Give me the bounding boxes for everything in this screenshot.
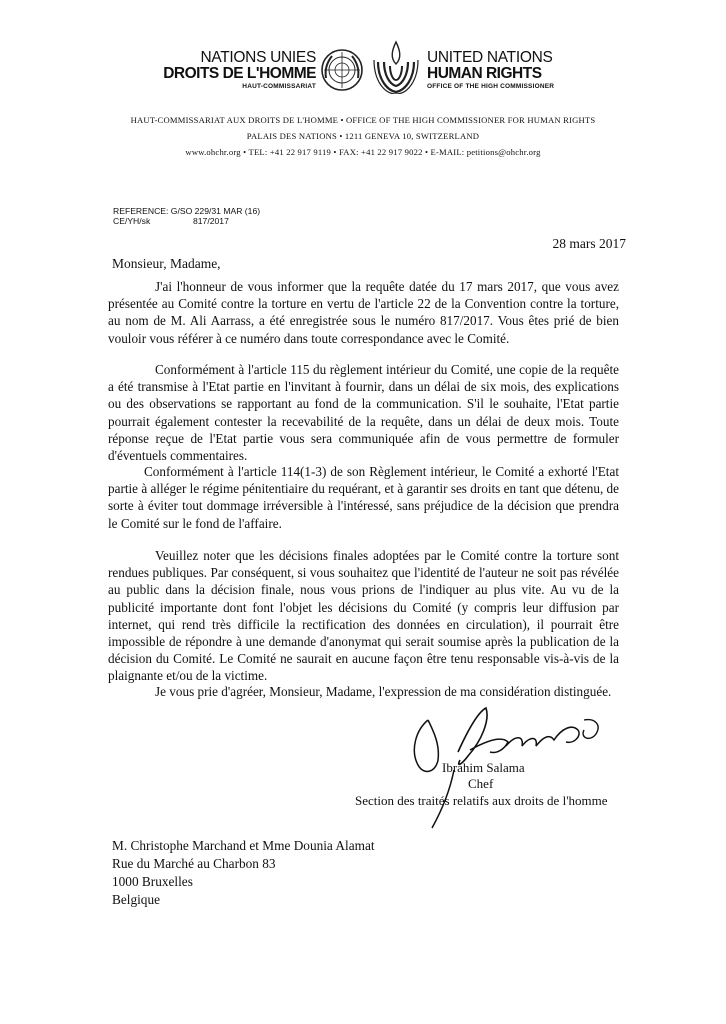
salutation: Monsieur, Madame, — [112, 256, 221, 271]
letterhead-right-sub: HUMAN RIGHTS — [427, 64, 542, 82]
address-country: Belgique — [112, 892, 161, 907]
letterhead-left-sub2: HAUT-COMMISSARIAT — [242, 83, 316, 90]
letterhead-contact-line: www.ohchr.org • TEL: +41 22 917 9119 • FAX: +41 22 917 9022 • E-MAIL: petitions@ohchr.org — [185, 147, 541, 157]
signatory-name: Ibrahim Salama — [442, 760, 525, 775]
paragraph-text: Je vous prie d'agréer, Monsieur, Madame, l'expression de ma considération distinguée. — [155, 684, 612, 699]
paragraph-interim-measures — [108, 463, 619, 532]
human-rights-logo-icon — [370, 40, 422, 94]
paragraph-registration — [108, 278, 619, 347]
letterhead-address-line: PALAIS DES NATIONS • 1211 GENEVA 10, SWITZERLAND — [246, 131, 480, 141]
paragraph-state-party — [108, 361, 619, 464]
address-city: 1000 Bruxelles — [112, 874, 193, 889]
reference-number: 817/2017 — [193, 216, 229, 226]
letterhead-right-sub2: OFFICE OF THE HIGH COMMISSIONER — [427, 83, 555, 90]
letterhead-right-name: UNITED NATIONS — [427, 49, 553, 66]
paragraph-text: Veuillez noter que les décisions finales adoptées par le Comité contre la torture sont rendues publiques. Par conséquent, si vous souhaitez que l'identité de l'auteur ne soit pas révélée au public dans la décision finale, nous vous prions de l'indiquer au plus vite. Au vu de la publicité importante dont font l'objet les décisions du Comité (y compris leur diffusion par internet, qui rend très difficile la rectification des données en circulation), il pourrait être impossible de répondre à une demande d'anonymat qui serait soumise après la publication de la décision du Comité. Le Comité ne saurait en aucune façon être tenu responsable vis-à-vis de la plaignante et/ou de la victime. — [108, 548, 619, 684]
letterhead-left — [163, 50, 316, 91]
letterhead-office-line: HAUT-COMMISSARIAT AUX DROITS DE L'HOMME • OFFICE OF THE HIGH COMMISSIONER FOR HUMAN RIGHTS — [130, 115, 596, 125]
paragraph-text: J'ai l'honneur de vous informer que la requête datée du 17 mars 2017, que vous avez présentée au Comité contre la torture en vertu de l'article 22 de la Convention contre la torture, au nom de M. Ali Aarrass, a été enregistrée sous le numéro 817/2017. Vous êtes prié de bien vouloir vous référer à ce numéro dans toute correspondance avec le Comité. — [108, 279, 619, 346]
signatory-title: Chef — [468, 776, 494, 791]
letterhead-left-sub: DROITS DE L'HOMME — [163, 64, 316, 82]
un-emblem-icon — [320, 48, 364, 92]
reference-line: REFERENCE: G/SO 229/31 MAR (16) — [113, 206, 261, 216]
paragraph-text: Conformément à l'article 115 du règlement intérieur du Comité, une copie de la requête a été transmise à l'Etat partie en l'invitant à fournir, dans un délai de six mois, des explications ou des observations se rapportant au fond de la communication. S'il le souhaite, l'Etat partie pourrait également contester la recevabilité de la requête, dans un délai de deux mois. Toute réponse reçue de l'Etat partie vous sera communiquée afin de vous permettre de formuler d'éventuels commentaires. — [108, 362, 619, 464]
letterhead-right — [427, 50, 554, 91]
address-street: Rue du Marché au Charbon 83 — [112, 856, 276, 871]
paragraph-text: Conformément à l'article 114(1-3) de son Règlement intérieur, le Comité a exhorté l'Etat partie à alléger le régime pénitentiaire du requérant, et à garantir ses droits en tant que détenu, de sorte à éviter tout dommage irréversible à l'intéressé, sans préjudice de la décision que prendra le Comité sur le fond de l'affaire. — [108, 464, 619, 531]
address-recipient: M. Christophe Marchand et Mme Dounia Alamat — [112, 838, 375, 853]
signatory-section: Section des traités relatifs aux droits de l'homme — [355, 793, 608, 808]
paragraph-publication — [108, 547, 619, 685]
letterhead-left-name: NATIONS UNIES — [200, 49, 316, 66]
letter-date: 28 mars 2017 — [552, 236, 626, 251]
reference-initials: CE/YH/sk — [113, 216, 151, 226]
